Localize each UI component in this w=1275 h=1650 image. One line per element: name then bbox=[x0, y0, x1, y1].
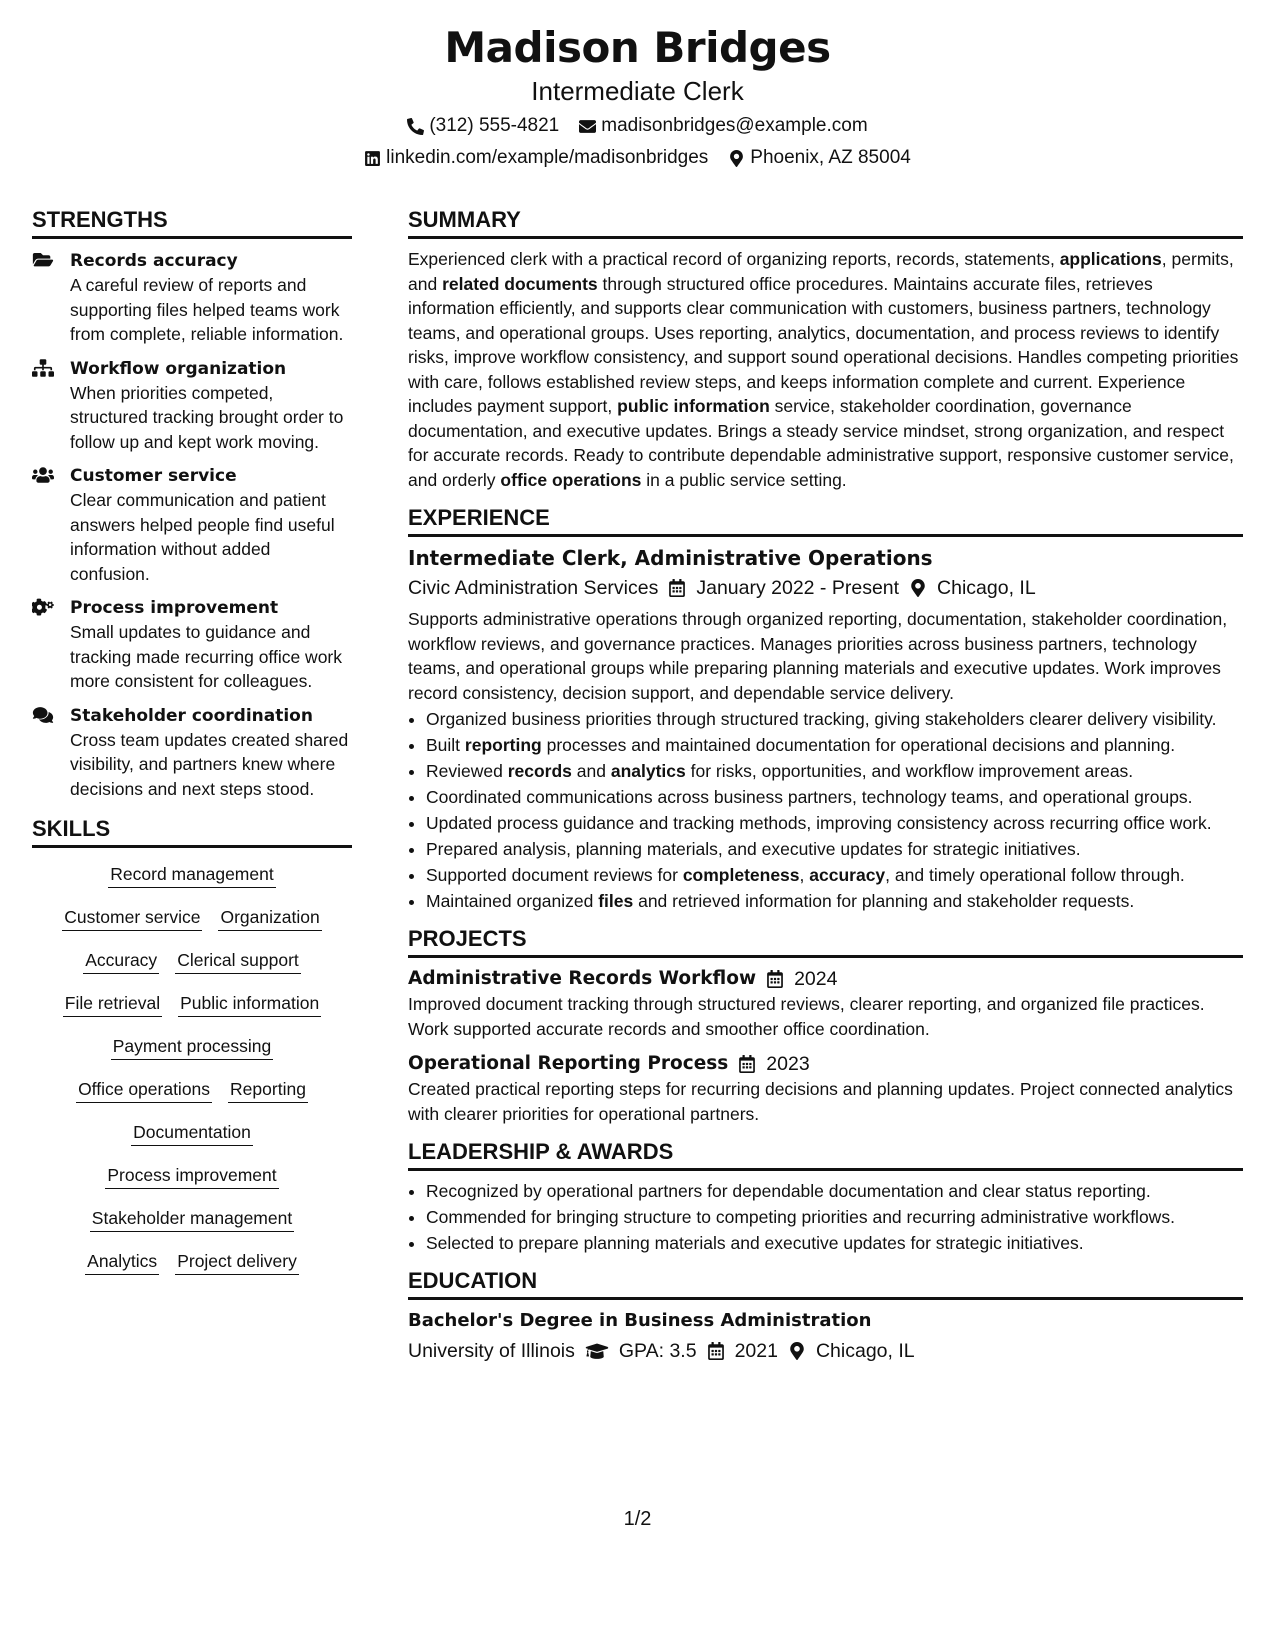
experience-bullets bbox=[408, 707, 1243, 913]
location-text: Phoenix, AZ 85004 bbox=[750, 147, 911, 168]
skill-row bbox=[32, 1206, 352, 1232]
experience-bullet: • Prepared analysis, planning materials, and executive updates for strategic initiatives. bbox=[426, 837, 1243, 861]
candidate-title: Intermediate Clerk bbox=[531, 76, 744, 106]
experience-bullet: • Coordinated communications across business partners, technology teams, and operational groups. bbox=[426, 785, 1243, 809]
summary-heading: SUMMARY bbox=[408, 206, 1243, 239]
resume-header bbox=[0, 0, 1275, 170]
bold-text: applications bbox=[1059, 249, 1162, 269]
skill-row bbox=[32, 1077, 352, 1103]
skill-tag: Record management bbox=[108, 862, 275, 888]
phone-contact bbox=[407, 114, 559, 138]
leadership-bullet: • Recognized by operational partners for dependable documentation and clear status reporting. bbox=[426, 1179, 1243, 1203]
skill-tag: Organization bbox=[218, 905, 321, 931]
project-item bbox=[408, 1051, 1243, 1126]
skill-row bbox=[32, 948, 352, 974]
education-section bbox=[408, 1267, 1243, 1364]
strength-body bbox=[70, 464, 352, 586]
strength-description: Small updates to guidance and tracking made recurring office work more consistent for colleagues. bbox=[70, 622, 343, 691]
job-meta bbox=[408, 575, 1243, 601]
skill-row bbox=[32, 1163, 352, 1189]
skill-tag: File retrieval bbox=[63, 991, 162, 1017]
experience-bullet: • Updated process guidance and tracking methods, improving consistency across recurring office work. bbox=[426, 811, 1243, 835]
calendar-icon bbox=[668, 579, 686, 597]
strength-body bbox=[70, 704, 352, 802]
projects-list bbox=[408, 966, 1243, 1126]
summary-text: Experienced clerk with a practical record of organizing reports, records, statements, applications, permits, and related documents through structured office procedures. Maintains accurate files, retrieves information efficiently, and supports clear communication with customers, business partners, technology teams, and operational groups. Uses reporting, analytics, documentation, and process reviews to identify risks, improve workflow consistency, and support sound operational decisions. Handles competing priorities with care, follows established review steps, and keeps information complete and current. Experience includes payment support, public information service, stakeholder coordination, governance documentation, and executive updates. Brings a steady service mindset, strong organization, and respect for accurate records. Ready to contribute dependable administrative support, responsive customer service, and orderly office operations in a public service setting. bbox=[408, 249, 1239, 490]
contact-row-1 bbox=[0, 114, 1275, 138]
leadership-bullets bbox=[408, 1179, 1243, 1255]
calendar-icon bbox=[738, 1055, 756, 1073]
skill-tag: Process improvement bbox=[105, 1163, 278, 1189]
bold-text: records bbox=[507, 761, 572, 781]
skill-row bbox=[32, 1034, 352, 1060]
experience-bullet: • Maintained organized files and retrieved information for planning and stakeholder requests. bbox=[426, 889, 1243, 913]
education-heading: EDUCATION bbox=[408, 1267, 1243, 1300]
gears-icon bbox=[32, 596, 70, 694]
candidate-name: Madison Bridges bbox=[444, 23, 831, 72]
strength-title: Customer service bbox=[70, 466, 237, 486]
strength-item bbox=[32, 464, 352, 586]
phone-icon bbox=[407, 118, 424, 135]
linkedin-url: linkedin.com/example/madisonbridges bbox=[386, 147, 709, 168]
strength-item bbox=[32, 357, 352, 455]
map-marker-icon bbox=[788, 1342, 806, 1360]
strength-item bbox=[32, 596, 352, 694]
graduation-cap-icon bbox=[585, 1342, 609, 1360]
page-number: 1/2 bbox=[623, 1508, 652, 1530]
skill-row bbox=[32, 905, 352, 931]
leadership-heading: LEADERSHIP & AWARDS bbox=[408, 1138, 1243, 1171]
strengths-list bbox=[32, 249, 352, 801]
calendar-icon bbox=[766, 970, 784, 988]
map-marker-icon bbox=[909, 579, 927, 597]
skill-row bbox=[32, 991, 352, 1017]
skill-row bbox=[32, 1120, 352, 1146]
skill-tag: Public information bbox=[178, 991, 321, 1017]
experience-section bbox=[408, 504, 1243, 913]
skill-tag: Analytics bbox=[85, 1249, 159, 1275]
bold-text: files bbox=[598, 891, 634, 911]
sitemap-icon bbox=[32, 357, 70, 455]
leadership-section bbox=[408, 1138, 1243, 1255]
leadership-bullet: • Selected to prepare planning materials and executive updates for strategic initiatives. bbox=[426, 1231, 1243, 1255]
strength-description: When priorities competed, structured tracking brought order to follow up and kept work moving. bbox=[70, 382, 344, 452]
skill-tag: Reporting bbox=[228, 1077, 308, 1103]
strength-body bbox=[70, 249, 352, 347]
skill-row bbox=[32, 1249, 352, 1275]
project-year: 2023 bbox=[766, 1052, 810, 1075]
skill-tag: Stakeholder management bbox=[90, 1206, 294, 1232]
contact-row-2 bbox=[0, 146, 1275, 170]
linkedin-icon bbox=[364, 150, 381, 167]
project-title: Operational Reporting Process bbox=[408, 1053, 729, 1074]
education-meta bbox=[408, 1338, 1243, 1364]
school-name: University of Illinois bbox=[408, 1340, 575, 1362]
strength-title: Records accuracy bbox=[70, 251, 238, 271]
job-description: Supports administrative operations through organized reporting, documentation, stakeholder coordination, workflow reviews, and governance practices. Manages priorities across business partners, technology teams, and operational groups while preparing planning materials and executive updates. Work improves record consistency, decision support, and dependable service delivery. bbox=[408, 609, 1228, 703]
skill-tag: Accuracy bbox=[83, 948, 159, 974]
map-marker-icon bbox=[728, 150, 745, 167]
strength-title: Stakeholder coordination bbox=[70, 705, 313, 726]
gpa: GPA: 3.5 bbox=[618, 1340, 697, 1362]
company-name: Civic Administration Services bbox=[408, 577, 659, 599]
comments-icon bbox=[32, 704, 70, 802]
graduation-year: 2021 bbox=[734, 1340, 778, 1362]
skills-heading: SKILLS bbox=[32, 815, 352, 848]
strength-body bbox=[70, 357, 352, 455]
skill-tag: Clerical support bbox=[175, 948, 301, 974]
job-dates: January 2022 - Present bbox=[696, 577, 900, 599]
job-title: Intermediate Clerk, Administrative Operations bbox=[408, 546, 933, 570]
leadership-bullet: • Commended for bringing structure to competing priorities and recurring administrative workflows. bbox=[426, 1205, 1243, 1229]
experience-bullet: • Reviewed records and analytics for risks, opportunities, and workflow improvement areas. bbox=[426, 759, 1243, 783]
degree-title: Bachelor's Degree in Business Administration bbox=[408, 1310, 872, 1331]
phone-number: (312) 555-4821 bbox=[429, 115, 560, 136]
experience-bullet: • Built reporting processes and maintained documentation for operational decisions and planning. bbox=[426, 733, 1243, 757]
bold-text: analytics bbox=[610, 761, 686, 781]
bold-text: completeness bbox=[682, 865, 800, 885]
bold-text: office operations bbox=[500, 469, 642, 490]
email-contact[interactable] bbox=[579, 114, 867, 138]
strength-description: Cross team updates created shared visibility, and partners knew where decisions and next steps stood. bbox=[70, 729, 349, 799]
project-header bbox=[408, 1051, 1243, 1077]
project-year: 2024 bbox=[794, 967, 838, 990]
projects-section bbox=[408, 925, 1243, 1126]
bold-text: reporting bbox=[464, 735, 542, 755]
strength-description: A careful review of reports and supporting files helped teams work from complete, reliable information. bbox=[70, 275, 344, 344]
strength-body bbox=[70, 596, 352, 694]
project-item bbox=[408, 966, 1243, 1041]
skill-tag: Project delivery bbox=[175, 1249, 299, 1275]
strengths-heading: STRENGTHS bbox=[32, 206, 352, 239]
location-contact bbox=[728, 146, 911, 170]
experience-heading: EXPERIENCE bbox=[408, 504, 1243, 537]
right-column bbox=[408, 206, 1243, 1376]
bold-text: accuracy bbox=[809, 865, 886, 885]
calendar-icon bbox=[707, 1342, 725, 1360]
linkedin-contact[interactable] bbox=[364, 146, 708, 170]
project-description: Created practical reporting steps for recurring decisions and planning updates. Project connected analytics with clearer priorities for operational partners. bbox=[408, 1079, 1233, 1124]
project-description: Improved document tracking through structured reviews, clearer reporting, and organized file practices. Work supported accurate records and smoother office coordination. bbox=[408, 994, 1205, 1039]
strength-title: Process improvement bbox=[70, 598, 279, 618]
skill-tag: Documentation bbox=[131, 1120, 253, 1146]
project-header bbox=[408, 966, 1243, 992]
users-icon bbox=[32, 464, 70, 586]
strength-title: Workflow organization bbox=[70, 358, 287, 379]
experience-bullet: • Supported document reviews for completeness, accuracy, and timely operational follow through. bbox=[426, 863, 1243, 887]
projects-heading: PROJECTS bbox=[408, 925, 1243, 958]
envelope-icon bbox=[579, 118, 596, 135]
email-address: madisonbridges@example.com bbox=[601, 115, 868, 136]
summary-section bbox=[408, 206, 1243, 492]
strength-item bbox=[32, 704, 352, 802]
bold-text: public information bbox=[617, 396, 770, 416]
skill-tag: Payment processing bbox=[111, 1034, 274, 1060]
bold-text: related documents bbox=[442, 273, 598, 294]
skill-tag: Customer service bbox=[62, 905, 202, 931]
folder-open-icon bbox=[32, 249, 70, 347]
skill-row bbox=[32, 862, 352, 888]
school-location: Chicago, IL bbox=[815, 1340, 915, 1362]
strength-item bbox=[32, 249, 352, 347]
project-title: Administrative Records Workflow bbox=[408, 968, 757, 989]
strength-description: Clear communication and patient answers helped people find useful information without added confusion. bbox=[70, 490, 335, 584]
skills-list bbox=[32, 862, 352, 1275]
experience-bullet: • Organized business priorities through structured tracking, giving stakeholders clearer delivery visibility. bbox=[426, 707, 1243, 731]
content-columns bbox=[32, 206, 1243, 1376]
left-column bbox=[32, 206, 352, 1376]
job-location: Chicago, IL bbox=[937, 577, 1036, 599]
skill-tag: Office operations bbox=[76, 1077, 212, 1103]
